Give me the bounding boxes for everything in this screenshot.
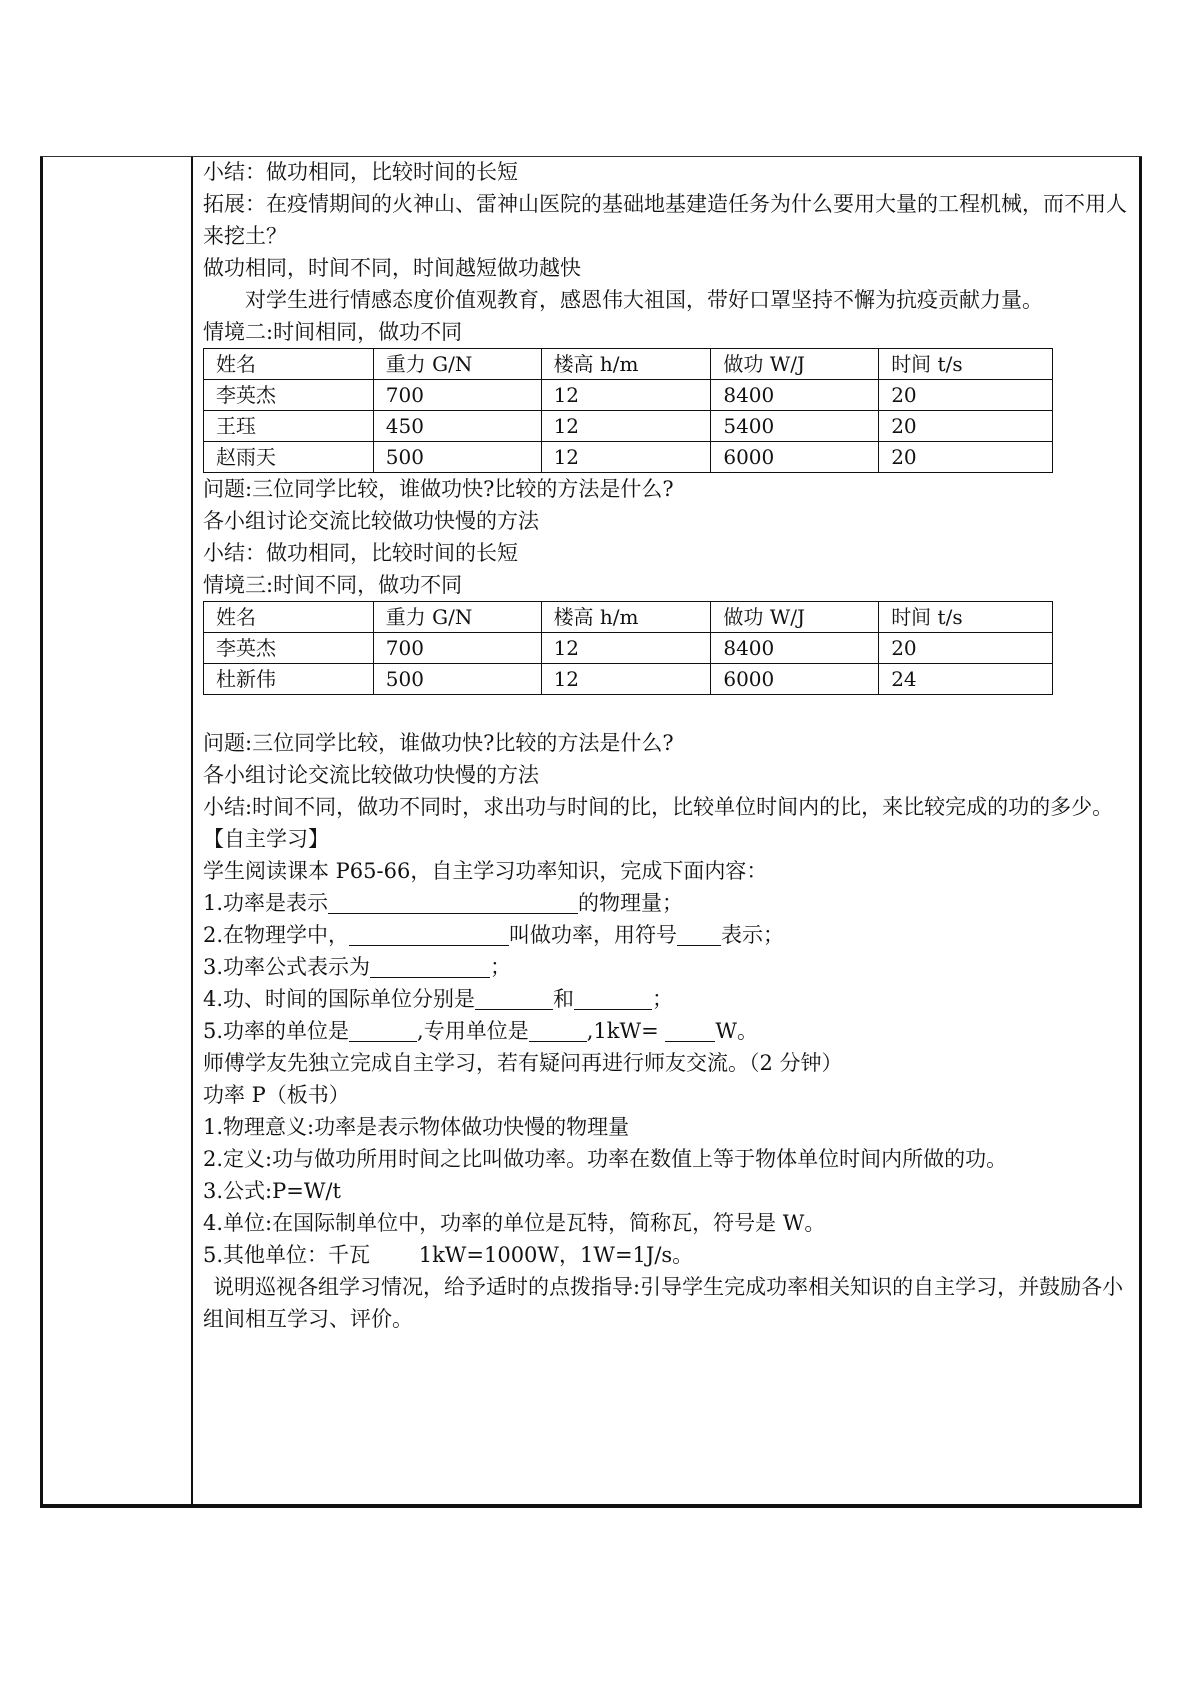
header-cell: 姓名 (204, 602, 374, 633)
exercise-item-1: 1.功率是表示 的物理量； (203, 891, 684, 915)
header-cell: 重力 G/N (373, 602, 541, 633)
table-row (204, 664, 1053, 695)
table-row (204, 411, 1053, 442)
values-education: 对学生进行情感态度价值观教育，感恩伟大祖国，带好口罩坚持不懈为抗疫贡献力量。 (245, 288, 1043, 312)
table-cell: 12 (541, 442, 711, 473)
header-cell: 姓名 (204, 349, 374, 380)
exercise-item-5: 5.功率的单位是 ,专用单位是 ,1kW= W。 (203, 1019, 758, 1043)
question-line: 问题:三位同学比较，谁做功快?比较的方法是什么? (203, 731, 674, 755)
right-border (1139, 157, 1141, 1507)
bottom-border (41, 1504, 1141, 1507)
table-cell: 20 (879, 411, 1053, 442)
conclusion-line: 做功相同，时间不同，时间越短做功越快 (203, 256, 581, 280)
table-header-row (204, 602, 1053, 633)
table-cell: 700 (373, 380, 541, 411)
left-border (41, 157, 43, 1507)
exercise-item-2: 2.在物理学中， 叫做功率，用符号 表示； (203, 923, 785, 947)
answer-blank[interactable] (677, 923, 721, 946)
table-cell: 500 (373, 442, 541, 473)
board-point-2: 2.定义:功与做功所用时间之比叫做功率。功率在数值上等于物体单位时间内所做的功。 (203, 1147, 1008, 1171)
board-heading: 功率 P（板书） (203, 1083, 350, 1107)
teacher-guidance-note: 说明巡视各组学习情况，给予适时的点拨指导:引导学生完成功率相关知识的自主学习，并鼓励各小组间相互学习、评价。 (203, 1275, 1124, 1331)
header-cell: 做功 W/J (711, 349, 879, 380)
summary-line: 小结：做功相同，比较时间的长短 (203, 541, 518, 565)
lesson-content (203, 156, 1138, 1335)
table-cell: 王珏 (204, 411, 374, 442)
table-cell: 6000 (711, 664, 879, 695)
scenario-two-table (203, 348, 1053, 473)
board-point-5: 5.其他单位：千瓦 1kW=1000W，1W=1J/s。 (203, 1243, 694, 1267)
table-cell: 6000 (711, 442, 879, 473)
header-cell: 时间 t/s (879, 349, 1053, 380)
scenario-two-title: 情境二:时间相同，做功不同 (203, 320, 463, 344)
table-cell: 5400 (711, 411, 879, 442)
table-cell: 李英杰 (204, 380, 374, 411)
extension-question: 拓展：在疫情期间的火神山、雷神山医院的基础地基建造任务为什么要用大量的工程机械，而不用人来挖土？ (203, 192, 1127, 248)
peer-study-note: 师傅学友先独立完成自主学习，若有疑问再进行师友交流。（2 分钟） (203, 1051, 843, 1075)
discussion-line: 各小组讨论交流比较做功快慢的方法 (203, 763, 539, 787)
table-cell: 赵雨天 (204, 442, 374, 473)
table-cell: 8400 (711, 380, 879, 411)
table-cell: 500 (373, 664, 541, 695)
column-divider (191, 157, 193, 1507)
table-row (204, 633, 1053, 664)
header-cell: 做功 W/J (711, 602, 879, 633)
answer-blank[interactable] (328, 891, 578, 914)
table-cell: 杜新伟 (204, 664, 374, 695)
answer-blank[interactable] (574, 987, 652, 1010)
exercise-item-4: 4.功、时间的国际单位分别是 和 ； (203, 987, 674, 1011)
self-study-intro: 学生阅读课本 P65-66，自主学习功率知识，完成下面内容： (203, 859, 768, 883)
board-point-1: 1.物理意义:功率是表示物体做功快慢的物理量 (203, 1115, 630, 1139)
answer-blank[interactable] (665, 1019, 715, 1042)
table-cell: 20 (879, 380, 1053, 411)
question-line: 问题:三位同学比较，谁做功快?比较的方法是什么? (203, 477, 674, 501)
table-cell: 20 (879, 442, 1053, 473)
table-cell: 700 (373, 633, 541, 664)
scenario-three-table (203, 601, 1053, 695)
answer-blank[interactable] (349, 923, 509, 946)
answer-blank[interactable] (349, 1019, 417, 1042)
table-cell: 12 (541, 411, 711, 442)
table-cell: 24 (879, 664, 1053, 695)
board-point-4: 4.单位:在国际制单位中，功率的单位是瓦特，简称瓦，符号是 W。 (203, 1211, 826, 1235)
table-cell: 12 (541, 380, 711, 411)
answer-blank[interactable] (370, 955, 490, 978)
self-study-heading: 【自主学习】 (203, 827, 329, 851)
header-cell: 时间 t/s (879, 602, 1053, 633)
table-cell: 8400 (711, 633, 879, 664)
table-cell: 20 (879, 633, 1053, 664)
spacer (203, 695, 1138, 727)
answer-blank[interactable] (475, 987, 553, 1010)
header-cell: 楼高 h/m (541, 349, 711, 380)
summary-line: 小结：做功相同，比较时间的长短 (203, 160, 518, 184)
discussion-line: 各小组讨论交流比较做功快慢的方法 (203, 509, 539, 533)
table-cell: 李英杰 (204, 633, 374, 664)
header-cell: 重力 G/N (373, 349, 541, 380)
table-cell: 12 (541, 664, 711, 695)
table-row (204, 442, 1053, 473)
table-cell: 450 (373, 411, 541, 442)
header-cell: 楼高 h/m (541, 602, 711, 633)
table-cell: 12 (541, 633, 711, 664)
table-header-row (204, 349, 1053, 380)
table-row (204, 380, 1053, 411)
board-point-3: 3.公式:P=W/t (203, 1179, 341, 1203)
summary-line: 小结:时间不同，做功不同时，求出功与时间的比，比较单位时间内的比，来比较完成的功的多少。 (203, 795, 1114, 819)
exercise-item-3: 3.功率公式表示为 ； (203, 955, 512, 979)
answer-blank[interactable] (529, 1019, 587, 1042)
scenario-three-title: 情境三:时间不同，做功不同 (203, 573, 463, 597)
